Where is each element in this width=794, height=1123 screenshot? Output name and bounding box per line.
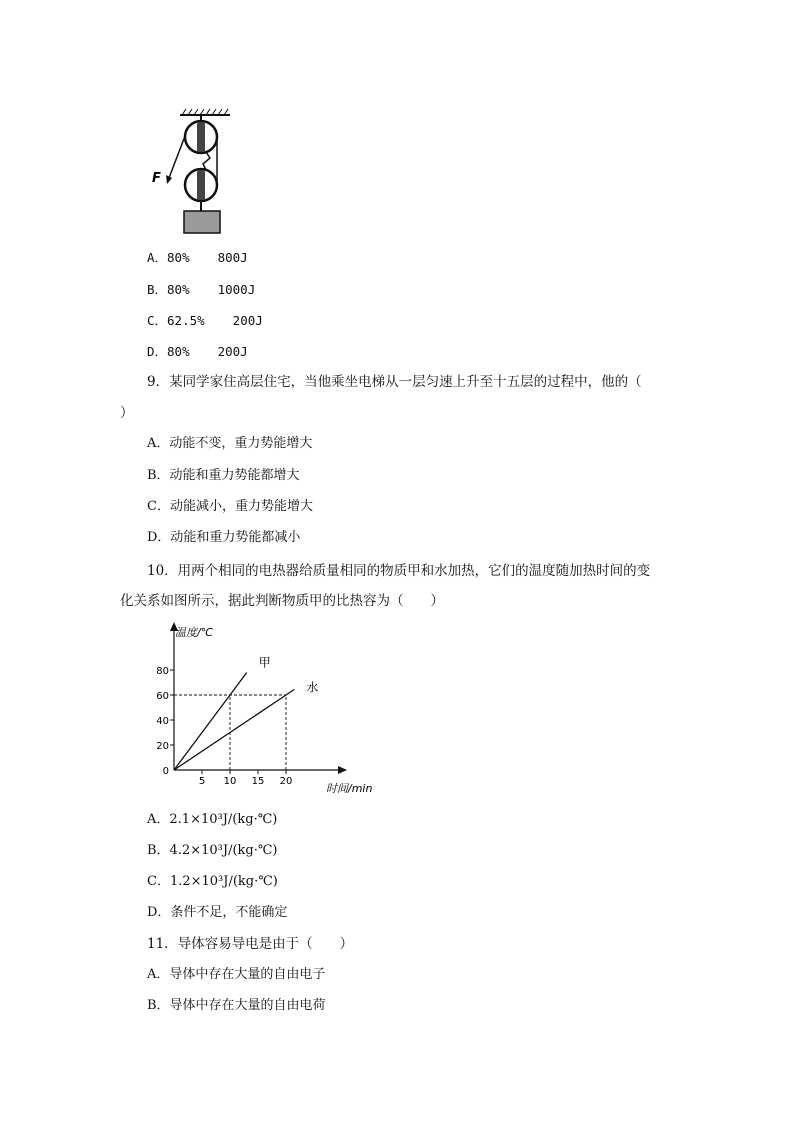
x-axis-label: 时间/min [326,782,373,795]
q9-text-line1: 9．某同学家住高层住宅，当他乘坐电梯从一层匀速上升至十五层的过程中，他的（ [147,374,642,390]
q10-option-a: A．2.1×10³J/(kg·℃) [147,812,278,827]
q9-text-line2: ） [120,405,134,421]
y-tick-label-20: 20 [156,741,169,752]
x-tick-label-10: 10 [223,776,237,787]
movable-pulley-frame [197,170,205,200]
series-line-jia [174,673,247,771]
q8-option-b-letter: B． [147,282,168,297]
y-tick-label-60: 60 [156,691,169,702]
q11-option-b: B．导体中存在大量的自由电荷 [147,998,326,1013]
q9-option-c: C．动能减小，重力势能增大 [147,499,313,514]
x-tick-label-15: 15 [251,776,265,787]
q9-option-a: A．动能不变，重力势能增大 [147,436,313,451]
q8-option-c [147,313,263,329]
q8-option-b-value1: 80% [167,282,190,297]
y-tick-label-40: 40 [156,716,169,727]
q11-text: 11．导体容易导电是由于（ ） [147,936,354,952]
q10-option-b: B．4.2×10³J/(kg·℃) [147,843,278,858]
q10-text-line1: 10．用两个相同的电热器给质量相同的物质甲和水加热，它们的温度随加热时间的变 [147,563,651,579]
q8-option-a-letter: A． [147,250,168,265]
series-label-water: 水 [306,680,319,695]
y-tick-label-0: 0 [162,766,169,777]
temperature-time-chart [150,618,390,798]
q8-option-c-value2: 200J [232,313,263,328]
q8-option-d [147,344,248,360]
y-tick-label-80: 80 [156,666,169,677]
rope-middle [203,152,210,170]
load-block [184,211,220,233]
q8-option-c-letter: C． [147,313,168,328]
x-tick-label-5: 5 [198,776,206,787]
rope-pull [169,136,185,178]
q8-option-a-value1: 80% [167,250,190,265]
q8-option-d-value2: 200J [217,344,248,359]
chart-axes [170,622,372,795]
series-line-water [174,689,294,770]
q8-option-d-letter: D． [147,344,168,359]
q10-text-line2: 化关系如图所示，据此判断物质甲的比热容为（ ） [120,593,444,609]
q9-option-d: D．动能和重力势能都减小 [147,530,301,545]
q8-option-b [147,282,255,298]
q11-option-a: A．导体中存在大量的自由电子 [147,967,326,982]
force-label: F [152,171,161,186]
q8-option-a [147,250,248,266]
q8-option-d-value1: 80% [167,344,190,359]
fixed-pulley-frame [197,122,205,152]
q8-option-b-value2: 1000J [217,282,256,297]
series-label-jia: 甲 [258,655,271,670]
y-axis-label: 温度/℃ [175,626,214,639]
x-tick-label-20: 20 [279,776,293,787]
q10-option-c: C．1.2×10³J/(kg·℃) [147,874,278,889]
q8-option-a-value2: 800J [217,250,248,265]
x-axis-arrow [338,766,347,774]
q8-option-c-value1: 62.5% [167,313,205,328]
pulley-figure [148,108,238,238]
q9-option-b: B．动能和重力势能都增大 [147,468,300,483]
q10-option-d: D．条件不足，不能确定 [147,905,288,920]
